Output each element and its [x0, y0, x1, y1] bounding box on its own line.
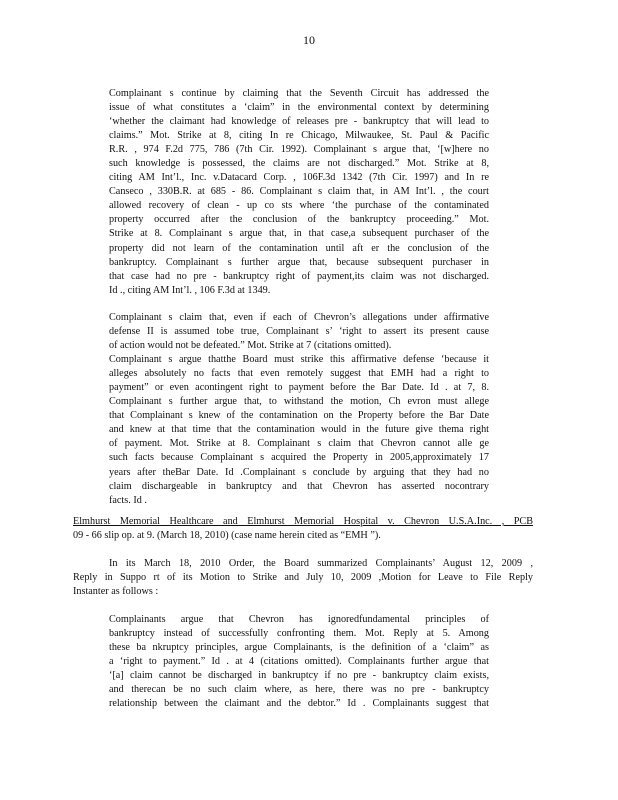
text-line: citing AM Int’l., Inc. v.Datacard Corp. , 106F.3d 1342 (7th Cir. 1997) and In re [109, 172, 489, 184]
page-number: 10 [303, 33, 315, 47]
text-line: facts. Id . [109, 494, 147, 506]
text-line: property occurred after the conclusion of the bankruptcy proceeding.” Mot. [109, 214, 489, 226]
text-line: bankruptcy instead of successfully confronting them. Mot. Reply at 5. Among [109, 628, 489, 640]
text-line: R.R. , 974 F.2d 775, 786 (7th Cir. 1992). Complainant s argue that, ‘[w]here no [109, 144, 489, 156]
text-line: Instanter as follows : [73, 586, 159, 598]
text-line: Id ., citing AM Int’l. , 106 F.3d at 1349. [109, 284, 271, 296]
text-line: these ba nkruptcy principles, argue Complainants, is the definition of a ‘claim” as [109, 642, 489, 654]
text-line: alleges absolutely no facts that even remotely suggest that EMH had a right to [109, 368, 489, 380]
text-line: of action would not be defeated.” Mot. Strike at 7 (citations omitted). [109, 340, 392, 352]
block-quote-complainants-seventh-circuit [109, 87, 489, 298]
text-line: bankruptcy. Complainant s further argue that, because subsequent purchaser in [109, 256, 489, 268]
block-quote-complainants-claim [109, 311, 489, 508]
text-line: property did not learn of the contamination until aft er the conclusion of the [109, 242, 489, 254]
text-line: such facts because Complainant s acquired the Property in 2005,approximately 17 [109, 452, 489, 464]
citation-line: 09 - 66 slip op. at 9. (March 18, 2010) (case name herein cited as “EMH ”). [73, 530, 381, 542]
text-line: ‘whether the claimant had knowledge of releases pre - bankruptcy that will lead to [109, 116, 489, 128]
case-citation [73, 515, 533, 543]
text-line: such knowledge is possessed, the claims are not discharged.” Mot. Strike at 8, [109, 158, 489, 170]
text-line: Complainants argue that Chevron has ignoredfundamental principles of [109, 614, 489, 625]
text-line: years after theBar Date. Id .Complainant s conclude by arguing that they had no [109, 466, 489, 478]
text-line: Reply in Suppo rt of its Motion to Strike and July 10, 2009 ,Motion for Leave to File Reply [73, 572, 533, 584]
text-line: Complainant s claim that, even if each of Chevron’s allegations under affirmative [109, 312, 489, 323]
text-line: Complainant s continue by claiming that the Seventh Circuit has addressed the [109, 88, 489, 99]
text-line: claim dischargeable in bankruptcy and that Chevron has asserted nocontrary [109, 480, 489, 492]
text-line: Complainant s further argue that, to withstand the motion, Ch evron must allege [109, 396, 489, 408]
text-line: and knew at that time that the contamination would in the future give thema right [109, 424, 489, 436]
text-line: that Complainant s knew of the contamination on the Property before the Bar Date [109, 410, 489, 422]
body-paragraph [73, 557, 533, 599]
text-line: and therecan be no such claim where, as here, there was no pre - bankruptcy [109, 684, 489, 696]
text-line: a ‘right to payment.” Id . at 4 (citations omitted). Complainants further argue that [109, 656, 489, 668]
text-line: Strike at 8. Complainant s argue that, in that case,a subsequent purchaser of the [109, 228, 489, 240]
text-line: Complainant s argue thatthe Board must strike this affirmative defense ‘because it [109, 354, 489, 366]
text-line: issue of what constitutes a ‘claim” in the environmental context by determining [109, 102, 489, 114]
text-line: defense II is assumed tobe true, Complainant s’ ‘right to assert its present cause [109, 326, 489, 338]
text-line: that case had no pre - bankruptcy right of payment,its claim was not discharged. [109, 270, 489, 282]
text-line: Canseco , 330B.R. at 685 - 86. Complainant s claim that, in AM Int’l. , the court [109, 186, 489, 198]
text-line: relationship between the claimant and the debtor.” Id . Complainants suggest that [109, 698, 489, 710]
text-line: payment” or even acontingent right to payment before the Bar Date. Id . at 7, 8. [109, 382, 489, 394]
text-line: claims.” Mot. Strike at 8, citing In re Chicago, Milwaukee, St. Paul & Pacific [109, 130, 489, 142]
text-line: allowed recovery of clean - up co sts where ‘the purchase of the contaminated [109, 200, 489, 212]
citation-line: Elmhurst Memorial Healthcare and Elmhurst Memorial Hospital v. Chevron U.S.A.Inc. , PCB [73, 516, 533, 527]
block-quote-complainants-argue [109, 613, 489, 711]
text-line: In its March 18, 2010 Order, the Board summarized Complainants’ August 12, 2009 , [109, 558, 533, 569]
text-line: of payment. Mot. Strike at 8. Complainant s claim that Chevron cannot alle ge [109, 438, 489, 450]
text-line: ‘[a] claim cannot be discharged in bankruptcy if no pre - bankruptcy claim exists, [109, 670, 489, 682]
